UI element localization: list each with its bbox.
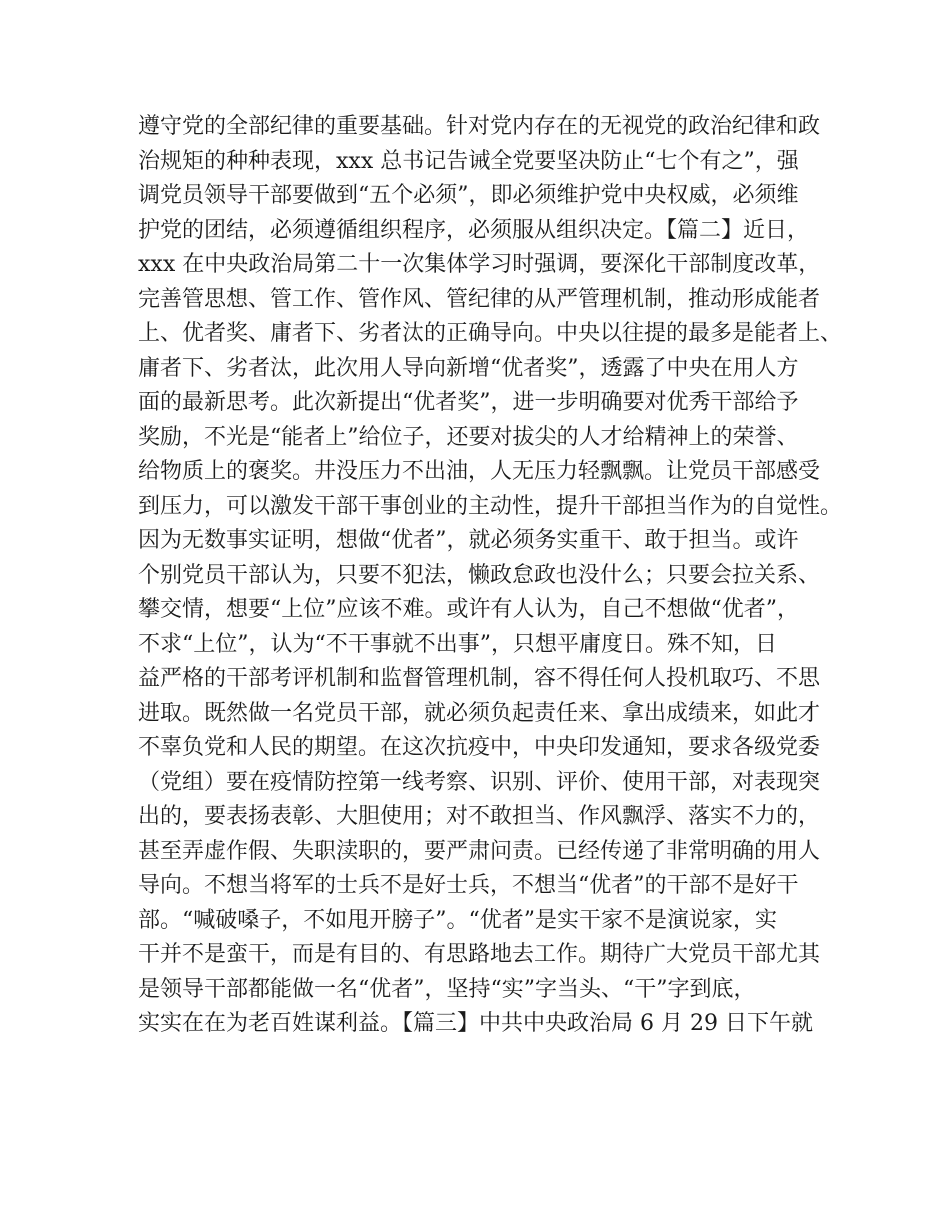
text-line: 益严格的干部考评机制和监督管理机制，容不得任何人投机取巧、不思 [138,666,821,691]
text-line: xxx 在中央政治局第二十一次集体学习时强调，要深化干部制度改革， [138,252,821,277]
text-line: （党组）要在疫情防控第一线考察、识别、评价、使用干部，对表现突 [138,769,821,795]
text-line: 因为无数事实证明，想做“优者”，就必须务实重干、敢于担当。或许 [138,528,799,553]
text-line: 奖励，不光是“能者上”给位子，还要对拔尖的人才给精神上的荣誉、 [138,424,799,450]
text-line: 导向。不想当将军的士兵不是好士兵，不想当“优者”的干部不是好干 [138,873,799,898]
text-line: 甚至弄虚作假、失职渎职的，要严肃问责。已经传递了非常明确的用人 [138,838,821,864]
text-line: 部。“喊破嗓子，不如甩开膀子”。“优者”是实干家不是演说家，实 [138,907,777,933]
text-line: 面的最新思考。此次新提出“优者奖”，进一步明确要对优秀干部给予 [138,390,799,415]
text-line: 攀交情，想要“上位”应该不难。或许有人认为，自己不想做“优者”， [138,597,799,622]
text-line: 不辜负党和人民的期望。在这次抗疫中，中央印发通知，要求各级党委 [138,735,821,760]
text-line: 出的，要表扬表彰、大胆使用；对不敢担当、作风飘浮、落实不力的， [138,804,821,829]
text-line: 给物质上的褒奖。井没压力不出油，人无压力轻飘飘。让党员干部感受 [138,459,821,484]
text-line: 完善管思想、管工作、管作风、管纪律的从严管理机制，推动形成能者 [138,286,821,312]
text-line: 是领导干部都能做一名“优者”，坚持“实”字当头、“干”字到底， [138,976,756,1002]
text-line: 庸者下、劣者汰，此次用人导向新增“优者奖”，透露了中央在用人方 [138,355,799,381]
text-line: 不求“上位”，认为“不干事就不出事”，只想平庸度日。殊不知，日 [138,631,777,657]
text-line: 干并不是蛮干，而是有目的、有思路地去工作。期待广大党员干部尤其 [138,942,821,967]
body-text [138,110,843,1042]
text-line: 个别党员干部认为，只要不犯法，懒政怠政也没什么；只要会拉关系、 [138,562,821,588]
text-line: 治规矩的种种表现，xxx 总书记告诫全党要坚决防止“七个有之”，强 [138,148,799,174]
text-line: 上、优者奖、庸者下、劣者汰的正确导向。中央以往提的最多是能者上、 [138,321,843,346]
text-line: 进取。既然做一名党员干部，就必须负起责任来、拿出成绩来，如此才 [138,700,821,726]
text-line: 调党员领导干部要做到“五个必须”，即必须维护党中央权威，必须维 [138,183,799,208]
text-line: 遵守党的全部纪律的重要基础。针对党内存在的无视党的政治纪律和政 [138,114,821,139]
text-line: 护党的团结，必须遵循组织程序，必须服从组织决定。【篇二】近日， [138,217,810,243]
text-line: 实实在在为老百姓谋利益。【篇三】中共中央政治局 6 月 29 日下午就 [138,1011,813,1036]
text-line: 到压力，可以激发干部干事创业的主动性，提升干部担当作为的自觉性。 [138,493,843,519]
